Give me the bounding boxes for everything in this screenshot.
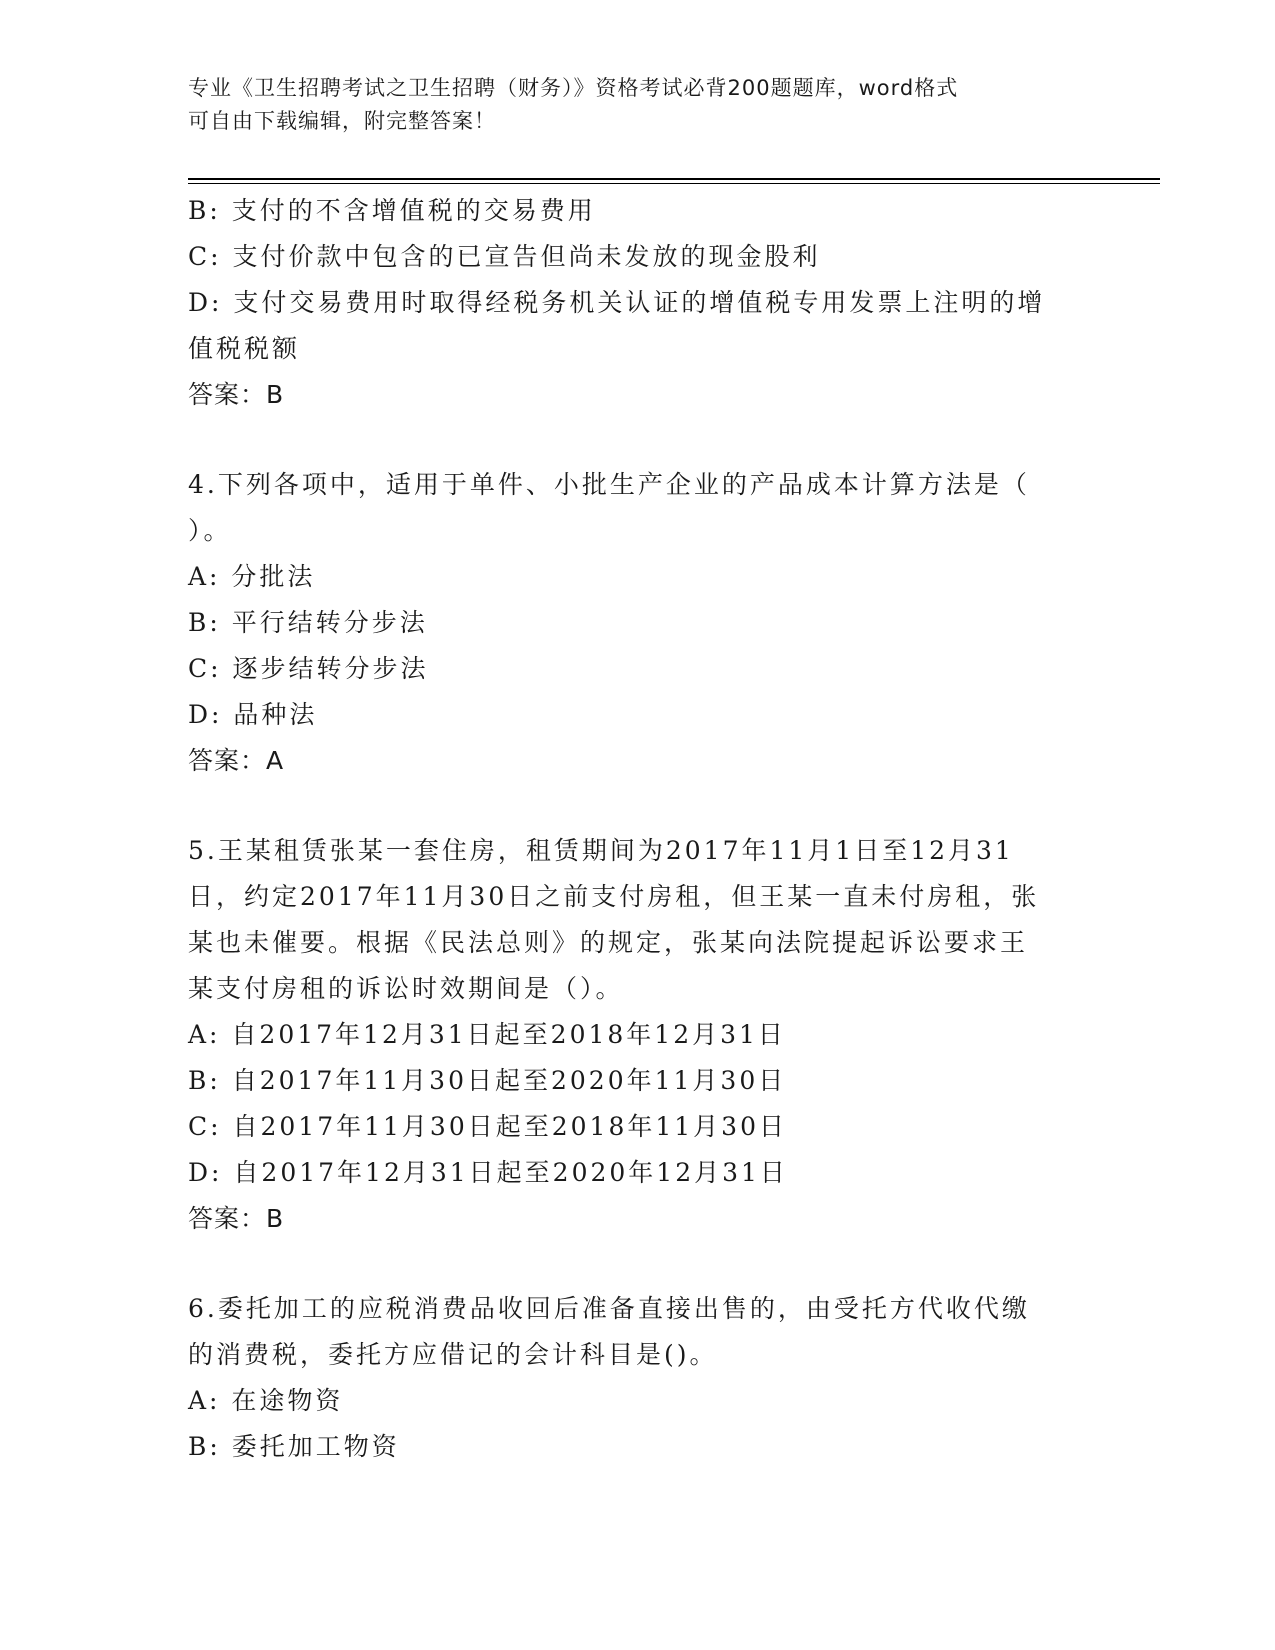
q6-stem-line-2: 的消费税，委托方应借记的会计科目是()。 <box>188 1340 718 1369</box>
question-5 <box>188 828 1088 1242</box>
q5-stem-line-1: 5.王某租赁张某一套住房，租赁期间为2017年11月1日至12月31 <box>188 836 1014 865</box>
q3-option-b: B: 支付的不含增值税的交易费用 <box>188 196 596 225</box>
q3-answer: 答案：B <box>188 380 285 409</box>
q5-stem-line-4: 某支付房租的诉讼时效期间是（）。 <box>188 974 624 1003</box>
q5-option-d: D: 自2017年12月31日起至2020年12月31日 <box>188 1158 788 1187</box>
q4-option-b: B: 平行结转分步法 <box>188 608 428 637</box>
header-line-1: 专业《卫生招聘考试之卫生招聘（财务）》资格考试必背200题题库，word格式 <box>188 76 959 100</box>
q5-option-c: C: 自2017年11月30日起至2018年11月30日 <box>188 1112 787 1141</box>
q6-option-a: A: 在途物资 <box>188 1386 344 1415</box>
q4-stem-line-2: ）。 <box>188 516 232 545</box>
question-6 <box>188 1286 1088 1470</box>
q4-answer: 答案：A <box>188 746 285 775</box>
q5-stem-line-2: 日，约定2017年11月30日之前支付房租，但王某一直未付房租，张 <box>188 882 1040 911</box>
q4-option-c: C: 逐步结转分步法 <box>188 654 429 683</box>
q6-stem-line-1: 6.委托加工的应税消费品收回后准备直接出售的，由受托方代收代缴 <box>188 1294 1030 1323</box>
q3-option-d-line-2: 值税税额 <box>188 334 301 363</box>
document-header <box>188 72 1068 138</box>
q4-option-d: D: 品种法 <box>188 700 318 729</box>
q4-stem-line-1: 4.下列各项中，适用于单件、小批生产企业的产品成本计算方法是（ <box>188 470 1030 499</box>
q6-option-b: B: 委托加工物资 <box>188 1432 400 1461</box>
question-4 <box>188 462 1088 784</box>
q5-stem-line-3: 某也未催要。根据《民法总则》的规定，张某向法院提起诉讼要求王 <box>188 928 1029 957</box>
q3-option-c: C: 支付价款中包含的已宣告但尚未发放的现金股利 <box>188 242 821 271</box>
header-divider-thick <box>188 178 1160 180</box>
question-3-continued <box>188 188 1088 418</box>
q5-answer: 答案：B <box>188 1204 285 1233</box>
q3-option-d-line-1: D: 支付交易费用时取得经税务机关认证的增值税专用发票上注明的增 <box>188 288 1046 317</box>
document-body <box>188 188 1088 1470</box>
q5-option-b: B: 自2017年11月30日起至2020年11月30日 <box>188 1066 787 1095</box>
header-divider-thin <box>188 183 1160 184</box>
q4-option-a: A: 分批法 <box>188 562 316 591</box>
q5-option-a: A: 自2017年12月31日起至2018年12月31日 <box>188 1020 786 1049</box>
header-line-2: 可自由下载编辑，附完整答案！ <box>188 109 496 133</box>
